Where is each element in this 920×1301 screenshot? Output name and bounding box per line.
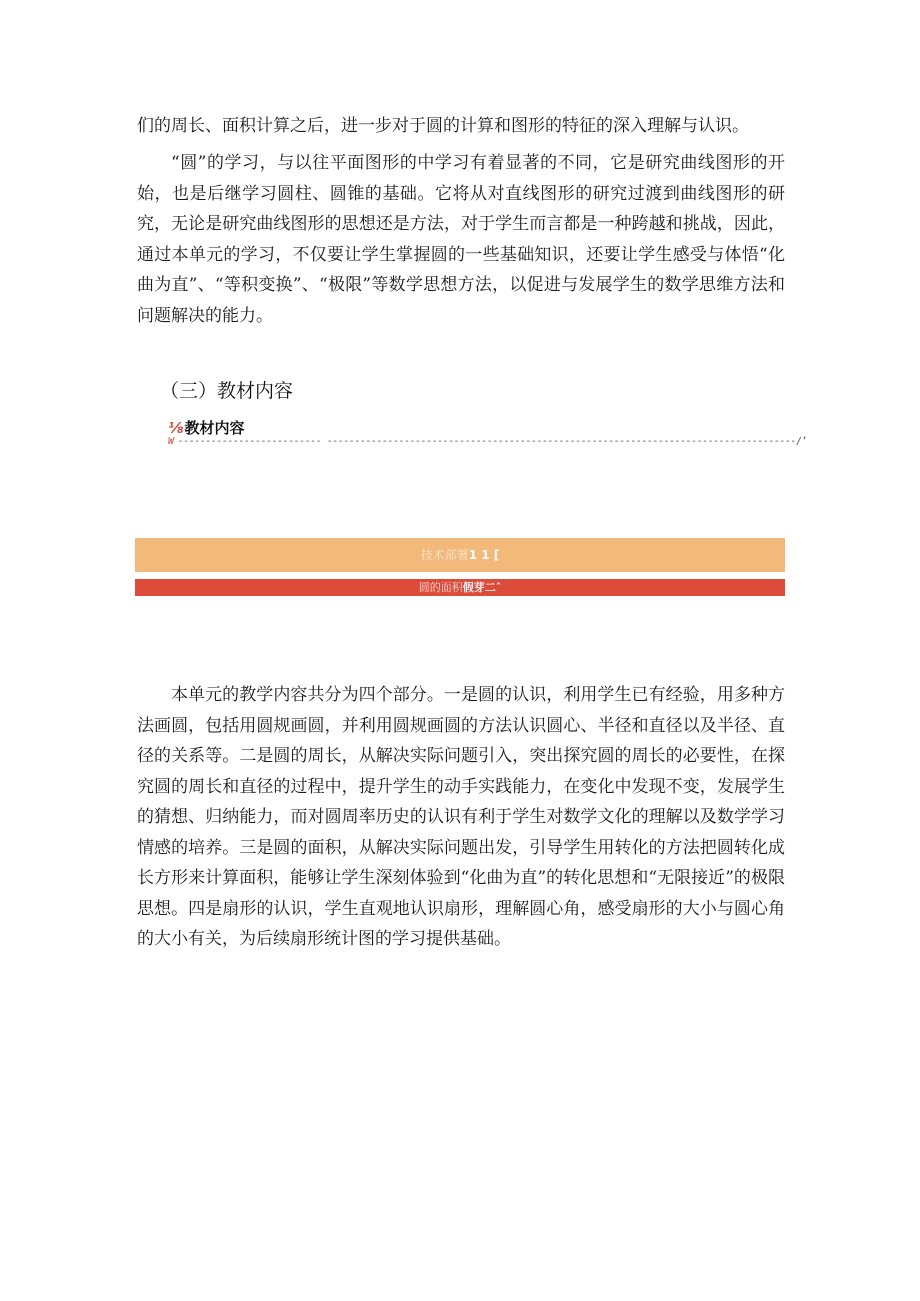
content-bar-red — [135, 579, 785, 596]
dashed-rule — [168, 436, 807, 447]
paragraph-circle-learning: “圆”的学习，与以往平面图形的中学习有着显著的不同，它是研究曲线图形的开始，也是后继学习圆柱、圆锥的基础。它将从对直线图形的研究过渡到曲线图形的研究，无论是研究曲线图形的思想还是方法，对于学生而言都是一种跨越和挑战，因此，通过本单元的学习，不仅要让学生掌握圆的一些基础知识，还要让学生感受与体悟“化曲为直”、“等积变换”、“极限”等数学思想方法，以促进与发展学生的数学思维方法和问题解决的能力。 — [137, 153, 785, 326]
caption-text: 教材内容 — [184, 419, 245, 437]
figure-caption — [168, 417, 245, 438]
orange-bar-strong-text: 1 1 [ — [468, 548, 500, 562]
dashed-rule-lead: W — [168, 436, 174, 447]
red-bar-strong-text: 假芽二ˆ — [462, 581, 502, 594]
section-heading-teaching-content: （三）教材内容 — [160, 380, 294, 402]
content-bar-orange — [135, 538, 785, 572]
orange-bar-faint-text: 技术部署 — [420, 548, 469, 562]
paragraph-perimeter-area: 们的周长、面积计算之后，进一步对于圆的计算和图形的特征的深入理解与认识。 — [137, 116, 749, 136]
dashed-rule-line: -------------------------- -------------------------------------------------------------------------------------/’ — [177, 436, 807, 447]
paragraph-unit-content: 本单元的教学内容共分为四个部分。一是圆的认识，利用学生已有经验，用多种方法画圆，包括用圆规画圆，并利用圆规画圆的方法认识圆心、半径和直径以及半径、直径的关系等。二是圆的周长，从解决实际问题引入，突出探究圆的周长的必要性，在探究圆的周长和直径的过程中，提升学生的动手实践能力，在变化中发现不变，发展学生的猜想、归纳能力，而对圆周率历史的认识有利于学生对数学文化的理解以及数学学习情感的培养。三是圆的面积，从解决实际问题出发，引导学生用转化的方法把圆转化成长方形来计算面积，能够让学生深刻体验到“化曲为直”的转化思想和“无限接近”的极限思想。四是扇形的认识，学生直观地认识扇形，理解圆心角，感受扇形的大小与圆心角的大小有关，为后续扇形统计图的学习提供基础。 — [137, 685, 785, 949]
caption-mark: ⅛ — [168, 419, 184, 437]
red-bar-faint-text: 圆的面积 — [418, 581, 463, 594]
